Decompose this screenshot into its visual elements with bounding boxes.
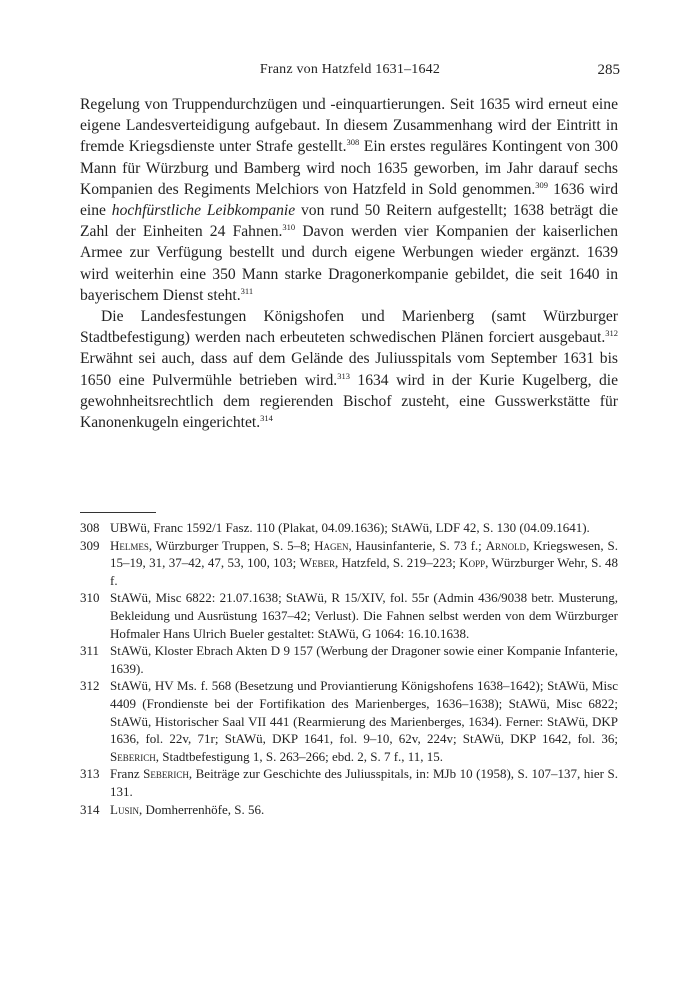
text-segment: , Würzburger Wehr, S. 48 f. — [110, 555, 619, 588]
footnote-number: 312 — [80, 678, 100, 694]
footnote-text — [110, 765, 618, 800]
author-name: Arnold — [485, 537, 527, 553]
footnotes — [80, 519, 618, 818]
footnote-number: 308 — [80, 520, 100, 535]
footnote-ref-313[interactable]: 313 — [337, 370, 350, 381]
text-segment: Franz — [110, 766, 144, 782]
running-head — [80, 62, 620, 82]
author-name: Helmes — [110, 537, 149, 553]
text-segment: , Stadtbefestigung 1, S. 263–266; ebd. 2, S. 7 f., 11, 15. — [155, 748, 444, 764]
text-segment: , Beiträge zur Geschichte des Juliusspitals, in: MJb 10 (1958), S. 107–137, hier S. 131. — [110, 766, 618, 799]
author-name: Weber — [299, 555, 335, 571]
footnote-ref-309[interactable]: 309 — [535, 179, 549, 190]
footnote-number: 311 — [80, 643, 100, 659]
paragraph-2 — [80, 306, 618, 433]
footnote-ref-310[interactable]: 310 — [282, 222, 296, 233]
text-segment: Regelung von Truppendurchzügen und -einquartierungen. Seit 1635 wird erneut eine eigene Landesverteidigung aufgebaut. In diesem Zusammenhang wird der Eintritt in fremde Kriegsdienste unter Strafe gestellt. — [80, 96, 618, 156]
footnote-314 — [80, 801, 618, 819]
footnote-text: StAWü, Kloster Ebrach Akten D 9 157 (Werbung der Dragoner sowie einer Kompanie Infanterie, 1639). — [110, 643, 618, 676]
main-text — [80, 94, 618, 433]
text-segment: 1636 wird eine — [80, 180, 618, 220]
author-name: Seberich — [110, 748, 156, 764]
text-segment: Ein erstes reguläres Kontingent von 300 Mann für Würzburg und Bamberg wird noch 1635 geworben, im Jahr darauf sechs Kompanien des Regiments Melchiors von Hatzfeld in Sold genommen. — [80, 138, 619, 198]
footnote-number: 309 — [80, 537, 100, 553]
text-segment: , Hausinfanterie, S. 73 f.; — [348, 537, 486, 553]
author-name: Hagen — [314, 537, 349, 553]
text-segment: von rund 50 Reitern aufgestellt; 1638 beträgt die Zahl der Einheiten 24 Fahnen. — [80, 202, 619, 241]
text-segment: , Kriegswesen, S. 15–19, 31, 37–42, 47, 53, 100, 103; — [110, 537, 618, 571]
footnote-text — [110, 801, 618, 819]
text-segment: Die Landesfestungen Königshofen und Marienberg (samt Würzburger Stadtbefestigung) werden nach erbeuteten schwedischen Plänen forciert ausgebaut. — [80, 308, 618, 347]
footnote-312 — [80, 677, 618, 765]
footnote-ref-308[interactable]: 308 — [346, 137, 360, 148]
text-segment: 1634 wird in der Kurie Kugelberg, die gewohnheitsrechtlich dem regierenden Bischof zusteht, eine Gusswerkstätte für Kanonenkugeln eingerichtet. — [80, 371, 618, 432]
running-title: Franz von Hatzfeld 1631–1642 — [259, 62, 441, 77]
footnote-313 — [80, 765, 618, 800]
paragraph-1 — [80, 94, 618, 306]
footnote-separator — [80, 512, 156, 513]
text-segment: StAWü, HV Ms. f. 568 (Besetzung und Proviantierung Königshofens 1638–1642); StAWü, Misc 4409 (Frondienste bei der Fortifikation des Marienberges, 1636–1638); StAWü, Misc 6822; StAWü, Historischer Saal VII 441 (Rearmierung des Marienberges, 1634). Ferner: StAWü, DKP 1636, fol. 22v, 71r; StAWü, DKP 1641, fol. 9–10, 62v, 224v; StAWü, DKP 1642, fol. 36; — [110, 678, 618, 747]
footnote-text: UBWü, Franc 1592/1 Fasz. 110 (Plakat, 04.09.1636); StAWü, LDF 42, S. 130 (04.09.1641). — [110, 520, 590, 535]
footnote-number: 313 — [80, 766, 100, 782]
footnote-number: 310 — [80, 590, 100, 606]
footnote-number: 314 — [80, 801, 100, 817]
footnote-309 — [80, 537, 618, 590]
text-segment: , Würzburger Truppen, S. 5–8; — [148, 537, 315, 553]
author-name: Seberich — [143, 766, 189, 782]
footnote-text — [110, 677, 618, 765]
footnote-text: StAWü, Misc 6822: 21.07.1638; StAWü, R 15/XIV, fol. 55r (Admin 436/9038 betr. Musterung, Bekleidung und Ausrüstung 1637–42; Verlust). Die Fahnen selbst werden von dem Würzburger Hofmaler Hans Ulrich Bueler gestaltet: StAWü, G 1064: 16.10.1638. — [110, 590, 618, 641]
footnote-308 — [80, 519, 618, 537]
footnote-ref-314[interactable]: 314 — [260, 412, 273, 423]
footnote-310 — [80, 589, 618, 642]
italic-term: hochfürstliche Leibkompanie — [111, 202, 296, 220]
footnote-text — [110, 537, 618, 590]
author-name: Kopp — [459, 555, 486, 571]
footnote-311 — [80, 642, 618, 677]
text-segment: Erwähnt sei auch, dass auf dem Gelände des Juliusspitals vom September 1631 bis 1650 eine Pulvermühle betrieben wird. — [80, 350, 618, 389]
author-name: Lusin — [110, 801, 139, 817]
footnote-ref-311[interactable]: 311 — [240, 285, 254, 296]
footnote-ref-312[interactable]: 312 — [605, 328, 618, 339]
text-segment: , Hatzfeld, S. 219–223; — [334, 555, 460, 571]
page-number: 285 — [597, 62, 620, 78]
text-segment: , Domherrenhöfe, S. 56. — [138, 801, 265, 817]
text-segment: Davon werden vier Kompanien der kaiserlichen Armee zur Verfügung bestellt und durch eigene Werbungen wieder ergänzt. 1639 wird weiterhin eine 350 Mann starke Dragonerkompanie gebildet, die seit 1640 in bayerischem Dienst steht. — [80, 223, 618, 304]
